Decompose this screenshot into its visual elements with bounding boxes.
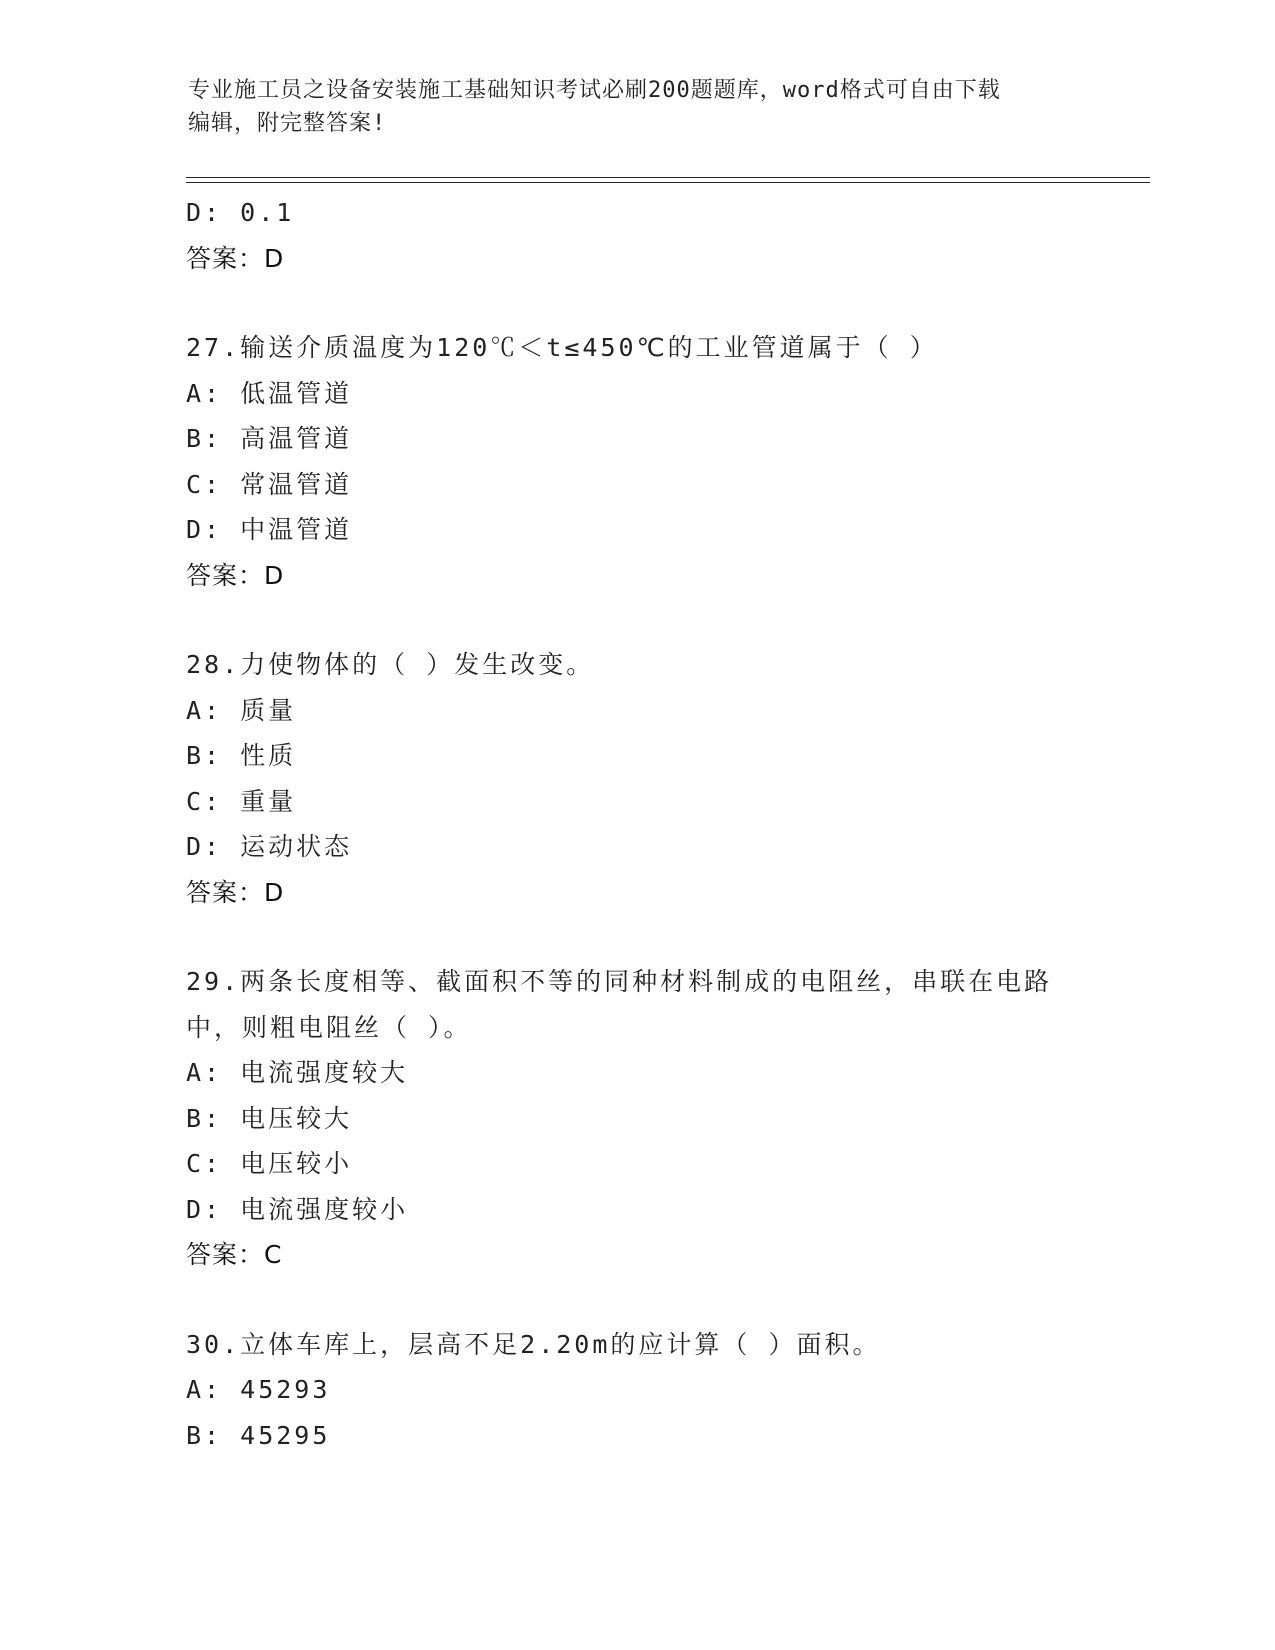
header-divider-bottom	[186, 182, 1150, 183]
option-c: C: 常温管道	[186, 469, 353, 499]
spacer	[186, 281, 1146, 325]
option-c: C: 电压较小	[186, 1149, 353, 1178]
question-block-28	[186, 642, 1146, 915]
option-d: D: 电流强度较小	[186, 1194, 409, 1224]
option-a: A: 低温管道	[186, 378, 353, 408]
option-b: B: 电压较大	[186, 1103, 353, 1133]
option-c: C: 重量	[186, 786, 297, 816]
option-b: B: 45295	[186, 1420, 331, 1450]
question-stem-line-2: 中，则粗电阻丝（ ）。	[186, 1012, 472, 1042]
question-block-30	[186, 1322, 1146, 1459]
question-stem-line-1: 29.两条长度相等、截面积不等的同种材料制成的电阻丝，串联在电路	[186, 967, 1053, 996]
option-b: B: 性质	[186, 741, 297, 770]
answer-line: 答案：C	[186, 1240, 283, 1269]
question-stem: 28.力使物体的（ ）发生改变。	[186, 650, 595, 679]
spacer	[186, 915, 1146, 959]
answer-line: 答案：D	[186, 877, 285, 907]
answer-line: 答案：D	[186, 560, 285, 590]
header-title-line-1: 专业施工员之设备安装施工基础知识考试必刷200题题库，word格式可自由下载	[188, 78, 1001, 103]
option-a: A: 电流强度较大	[186, 1058, 409, 1087]
question-stem: 27.输送介质温度为120℃＜t≤450℃的工业管道属于（ ）	[186, 333, 938, 362]
question-stem: 30.立体车库上，层高不足2.20m的应计算（ ）面积。	[186, 1329, 881, 1359]
option-b: B: 高温管道	[186, 424, 353, 453]
option-a: A: 质量	[186, 695, 297, 725]
question-list	[186, 190, 1146, 1458]
spacer	[186, 1278, 1146, 1322]
question-block-26-tail	[186, 190, 1146, 281]
header-title-line-2: 编辑，附完整答案!	[188, 111, 387, 136]
option-d: D: 运动状态	[186, 832, 353, 861]
header-divider-top	[186, 177, 1150, 178]
option-d: D: 中温管道	[186, 515, 353, 544]
question-block-29	[186, 959, 1146, 1278]
spacer	[186, 598, 1146, 642]
option-a: A: 45293	[186, 1375, 331, 1404]
question-block-27	[186, 325, 1146, 598]
answer-line: 答案：D	[186, 243, 285, 273]
document-header	[188, 74, 1068, 140]
option-d: D: 0.1	[186, 198, 295, 227]
